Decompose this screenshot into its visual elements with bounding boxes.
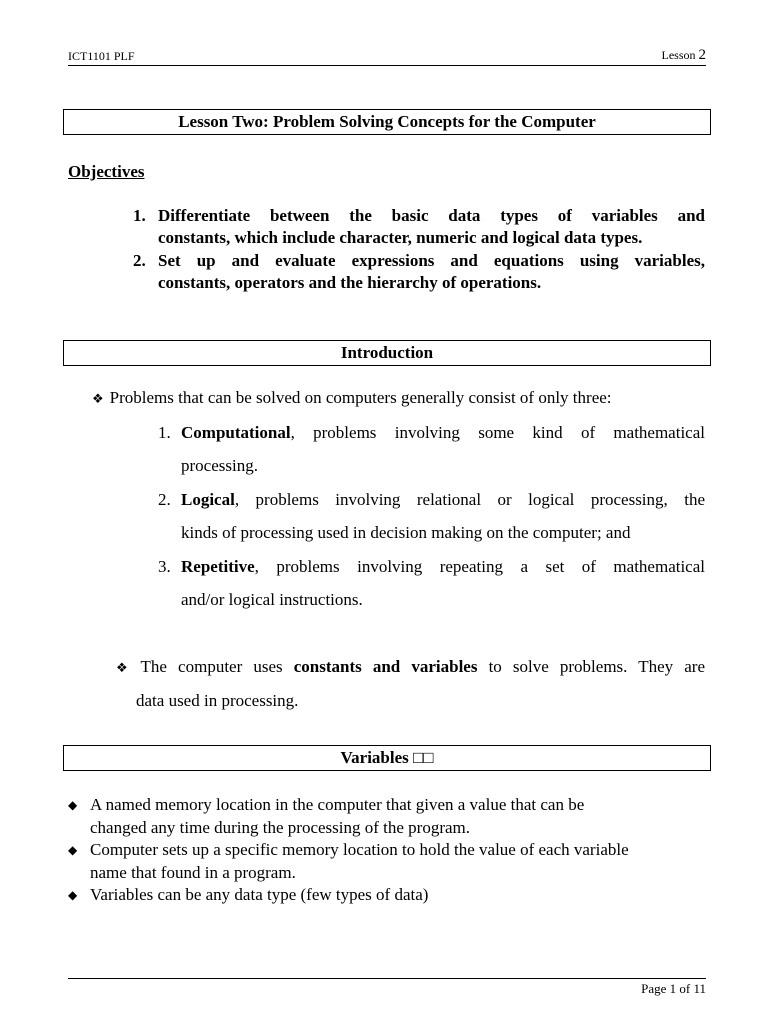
problem-number: 1. [158,423,171,442]
four-diamond-bullet-icon: ❖ [92,391,104,406]
objective-line: Differentiate between the basic data types of variables and [158,206,705,225]
diamond-bullet-icon: ◆ [68,798,78,812]
objectives-heading: Objectives [68,162,145,181]
problem-desc: , problems involving some kind of mathematical [290,423,705,442]
header-lesson-word: Lesson [661,48,696,62]
list-item-line: name that found in a program. [90,862,296,882]
objective-line: Set up and evaluate expressions and equations using variables, [158,251,705,270]
footer-rule [68,978,706,979]
list-item-line: A named memory location in the computer that given a value that can be [90,795,585,814]
cv-text-bold: constants and variables [293,657,478,676]
variables-heading-suffix: □□ [413,748,434,767]
variables-heading-text: Variables [340,748,409,767]
list-item-line: Variables can be any data type (few types of data) [90,885,429,904]
problem-item [158,416,705,482]
objective-number: 1. [133,206,146,225]
list-item [68,794,708,839]
problem-item [158,483,705,549]
problem-desc-cont: kinds of processing used in decision making on the computer; and [181,523,631,542]
objective-item [133,205,705,249]
list-item [68,839,708,884]
header-lesson [662,47,707,64]
diamond-bullet-icon: ◆ [68,843,78,857]
problem-term: Computational [181,423,291,442]
variables-list [68,794,708,907]
problem-term: Logical [181,490,235,509]
header-course: ICT1101 PLF [68,49,135,63]
problem-desc-cont: and/or logical instructions. [181,590,363,609]
cv-text-post: to solve problems. They are [477,657,705,676]
problem-desc: , problems involving repeating a set of mathematical [254,557,705,576]
objective-number: 2. [133,251,146,270]
intro-bullet [92,388,612,408]
objective-item [133,250,705,294]
intro-bullet-text: Problems that can be solved on computers generally consist of only three: [109,388,612,407]
list-item-line: Computer sets up a specific memory location to hold the value of each variable [90,840,629,859]
problem-number: 2. [158,490,171,509]
header-rule [68,65,706,66]
problem-term: Repetitive [181,557,255,576]
page-number: Page 1 of 11 [641,981,706,996]
objective-line: constants, which include character, numeric and logical data types. [158,228,643,247]
problem-number: 3. [158,557,171,576]
lesson-title: Lesson Two: Problem Solving Concepts for the Computer [63,109,711,135]
problem-desc-cont: processing. [181,456,258,475]
four-diamond-bullet-icon: ❖ [116,660,135,675]
objective-line: constants, operators and the hierarchy of operations. [158,273,542,292]
diamond-bullet-icon: ◆ [68,888,78,902]
problem-item [158,550,705,616]
introduction-heading: Introduction [63,340,711,366]
list-item [68,884,708,907]
variables-heading [63,745,711,771]
cv-text-pre: The computer uses [140,657,294,676]
problem-desc: , problems involving relational or logical processing, the [234,490,705,509]
header-lesson-number: 2 [698,47,706,63]
list-item-line: changed any time during the processing of the program. [90,817,471,837]
constants-variables-paragraph [116,650,705,717]
cv-text-line2: data used in processing. [136,691,299,710]
